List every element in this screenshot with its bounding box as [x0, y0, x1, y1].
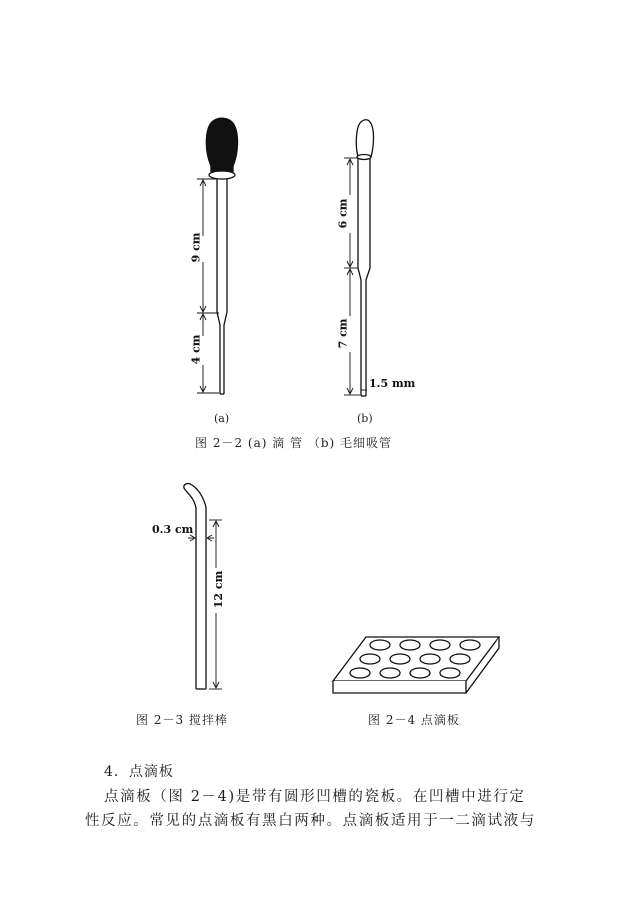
rubber-bulb — [206, 118, 237, 166]
spot-plate-well — [430, 640, 450, 650]
spot-plate-well — [460, 640, 480, 650]
spot-plate-illustration — [333, 637, 499, 693]
dimension-label-9cm: 9 cm — [189, 232, 203, 263]
spot-plate-well — [350, 668, 370, 678]
spot-plate-well — [360, 654, 380, 664]
subfigure-label-b: (b) — [357, 412, 373, 425]
spot-plate-well — [440, 668, 460, 678]
dimension-label-1-5mm: 1.5 mm — [369, 377, 416, 390]
capillary-pipette-illustration — [356, 120, 373, 396]
paragraph-line-2: 性反应。常见的点滴板有黑白两种。点滴板适用于一二滴试液与 — [85, 813, 536, 829]
spot-plate-well — [380, 668, 400, 678]
spot-plate-well — [410, 668, 430, 678]
figure-2-4-caption: 图 2－4 点滴板 — [368, 713, 460, 727]
spot-plate-well — [450, 654, 470, 664]
spot-plate-well — [370, 640, 390, 650]
stirring-rod-illustration — [184, 484, 206, 689]
section-heading: 4．点滴板 — [104, 764, 174, 780]
dimension-label-6cm: 6 cm — [336, 198, 350, 229]
dropper-illustration — [206, 118, 237, 394]
dimension-label-7cm: 7 cm — [336, 318, 350, 349]
dimension-label-4cm: 4 cm — [189, 334, 203, 365]
spot-plate-well — [400, 640, 420, 650]
bulb-collar — [209, 171, 235, 179]
subfigure-label-a: (a) — [214, 412, 230, 425]
spot-plate-well — [420, 654, 440, 664]
capillary-dimension-lines — [344, 158, 367, 395]
spot-plate-well — [390, 654, 410, 664]
paragraph-line-1: 点滴板（图 2－4)是带有圆形凹槽的瓷板。在凹槽中进行定 — [104, 789, 526, 805]
dimension-label-0-3cm: 0.3 cm — [152, 523, 194, 536]
figure-2-2-caption: 图 2－2 (a) 滴 管 （b) 毛细吸管 — [195, 436, 393, 450]
dimension-label-12cm: 12 cm — [212, 570, 226, 609]
figure-2-3-caption: 图 2－3 搅拌棒 — [136, 713, 228, 727]
